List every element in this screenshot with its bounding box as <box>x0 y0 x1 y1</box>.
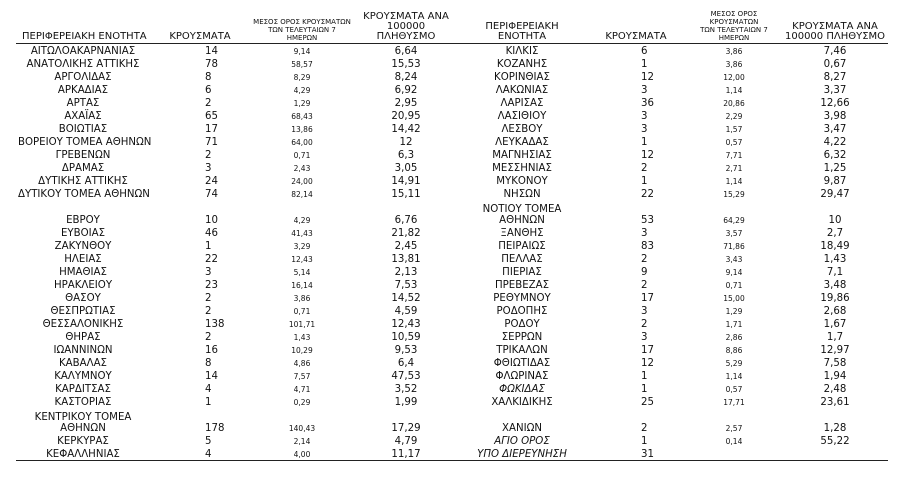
cases-cell: 3 <box>641 85 648 96</box>
region-name-cell: ΚΟΡΙΝΘΙΑΣ <box>494 72 550 83</box>
per100k-cell: 14,42 <box>391 124 421 135</box>
cases-cell: 17 <box>641 345 654 356</box>
header-region-2-line1: ΠΕΡΙΦΕΡΕΙΑΚΗ <box>485 21 559 32</box>
header-region: ΠΕΡΙΦΕΡΕΙΑΚΗ ΕΝΟΤΗΤΑ <box>16 10 150 44</box>
cases-cell: 71 <box>205 137 218 148</box>
avg7-cell: 2,14 <box>293 437 311 446</box>
region-name-cell: ΥΠΟ ΔΙΕΡΕΥΝΗΣΗ <box>477 449 567 460</box>
table-row <box>16 83 888 96</box>
region-name-cell: ΒΟΙΩΤΙΑΣ <box>58 124 108 135</box>
cases-cell: 138 <box>205 319 225 330</box>
cases-cell: 65 <box>205 111 218 122</box>
cases-cell: 74 <box>205 189 218 200</box>
avg7-cell: 10,29 <box>291 346 313 355</box>
cases-cell: 3 <box>641 228 648 239</box>
per100k-cell: 18,49 <box>820 241 850 252</box>
cases-cell: 3 <box>641 306 648 317</box>
table-row <box>16 369 888 382</box>
cases-cell: 4 <box>205 384 212 395</box>
avg7-cell: 101,71 <box>288 320 316 329</box>
avg7-cell <box>686 447 782 461</box>
table-row <box>16 395 888 408</box>
table-row <box>16 278 888 291</box>
avg7-cell: 4,71 <box>293 385 311 394</box>
cases-cell: 17 <box>641 293 654 304</box>
per100k-cell: 14,91 <box>391 176 421 187</box>
avg7-cell: 20,86 <box>723 99 745 108</box>
cases-cell: 3 <box>641 111 648 122</box>
avg7-cell: 2,71 <box>725 164 743 173</box>
per100k-cell: 15,11 <box>391 189 421 200</box>
avg7-cell: 4,29 <box>293 86 311 95</box>
region-name-cell: ΚΑΒΑΛΑΣ <box>59 358 107 369</box>
per100k-cell: 47,53 <box>391 371 421 382</box>
avg7-cell: 0,29 <box>293 398 311 407</box>
avg7-cell: 0,14 <box>725 437 743 446</box>
per100k-cell: 8,24 <box>394 72 418 83</box>
table-row <box>16 70 888 83</box>
per100k-cell: 7,46 <box>823 46 847 57</box>
per100k-cell: 1,94 <box>823 371 847 382</box>
region-name-cell: ΜΑΓΝΗΣΙΑΣ <box>492 150 552 161</box>
cases-cell: 2 <box>205 98 212 109</box>
cases-cell: 6 <box>641 46 648 57</box>
avg7-cell: 7,57 <box>293 372 311 381</box>
per100k-cell: 9,87 <box>823 176 847 187</box>
avg7-cell: 1,14 <box>725 372 743 381</box>
region-name-cell: ΡΟΔΟΥ <box>504 319 540 330</box>
avg7-cell: 2,86 <box>725 333 743 342</box>
per100k-cell: 17,29 <box>391 423 421 434</box>
region-name-cell <box>16 408 150 434</box>
cases-cell: 83 <box>641 241 654 252</box>
per100k-cell: 1,28 <box>823 423 847 434</box>
avg7-cell: 3,43 <box>725 255 743 264</box>
cases-cell: 12 <box>641 150 654 161</box>
cases-cell: 3 <box>641 332 648 343</box>
table-row <box>16 187 888 200</box>
avg7-cell: 82,14 <box>291 190 313 199</box>
region-name-cell: ΚΕΦΑΛΛΗΝΙΑΣ <box>46 449 120 460</box>
per100k-cell: 7,1 <box>826 267 844 278</box>
table-row <box>16 343 888 356</box>
per100k-cell: 1,43 <box>823 254 847 265</box>
per100k-cell: 2,68 <box>823 306 847 317</box>
table-row <box>16 291 888 304</box>
region-name-cell: ΛΕΥΚΑΔΑΣ <box>495 137 549 148</box>
avg7-cell: 140,43 <box>288 424 316 433</box>
region-name-cell: ΑΡΤΑΣ <box>66 98 100 109</box>
avg7-cell: 71,86 <box>723 242 745 251</box>
table-row <box>16 57 888 70</box>
header-per100k-2 <box>782 10 888 44</box>
per100k-cell: 3,05 <box>394 163 418 174</box>
avg7-cell: 2,29 <box>725 112 743 121</box>
region-name-cell: ΔΡΑΜΑΣ <box>61 163 105 174</box>
region-name-cell: ΑΝΑΤΟΛΙΚΗΣ ΑΤΤΙΚΗΣ <box>26 59 140 70</box>
table-row <box>16 356 888 369</box>
table-row <box>16 252 888 265</box>
per100k-cell: 3,47 <box>823 124 847 135</box>
region-name-cell: ΕΒΡΟΥ <box>66 215 100 226</box>
per100k-cell: 1,25 <box>823 163 847 174</box>
region-name-cell: ΞΑΝΘΗΣ <box>500 228 544 239</box>
avg7-cell: 15,00 <box>723 294 745 303</box>
per100k-cell: 3,37 <box>823 85 847 96</box>
per100k-cell: 0,67 <box>823 59 847 70</box>
avg7-cell: 4,29 <box>293 216 311 225</box>
avg7-cell: 13,86 <box>291 125 313 134</box>
per100k-cell: 11,17 <box>391 449 421 460</box>
header-per100k-2-line2: 100000 ΠΛΗΘΥΣΜΟ <box>784 31 886 42</box>
header-per100k <box>354 10 458 44</box>
avg7-cell: 0,71 <box>725 281 743 290</box>
per100k-cell: 23,61 <box>820 397 850 408</box>
region-name-cell: ΗΛΕΙΑΣ <box>64 254 102 265</box>
cases-cell: 2 <box>205 150 212 161</box>
per100k-cell: 21,82 <box>391 228 421 239</box>
region-name-cell: ΦΛΩΡΙΝΑΣ <box>495 371 549 382</box>
region-name-cell: ΠΡΕΒΕΖΑΣ <box>494 280 550 291</box>
per100k-cell: 6,76 <box>394 215 418 226</box>
per100k-cell: 3,48 <box>823 280 847 291</box>
cases-cell: 22 <box>205 254 218 265</box>
header-region-2 <box>458 10 586 44</box>
bottom-rule-cell <box>16 461 888 464</box>
avg7-cell: 7,71 <box>725 151 743 160</box>
region-name-cell: ΛΕΣΒΟΥ <box>501 124 543 135</box>
per100k-cell: 9,53 <box>394 345 418 356</box>
cases-cell: 1 <box>205 397 212 408</box>
per100k-cell: 12,66 <box>820 98 850 109</box>
avg7-cell: 1,14 <box>725 177 743 186</box>
region-name-cell: ΡΟΔΟΠΗΣ <box>496 306 548 317</box>
per100k-cell: 15,53 <box>391 59 421 70</box>
cases-cell: 1 <box>641 176 648 187</box>
region-name-cell: ΣΕΡΡΩΝ <box>501 332 543 343</box>
region-name-cell: ΙΩΑΝΝΙΝΩΝ <box>53 345 113 356</box>
per100k-cell <box>782 447 888 461</box>
region-name-cell: ΒΟΡΕΙΟΥ ΤΟΜΕΑ ΑΘΗΝΩΝ <box>18 137 152 148</box>
cases-cell: 3 <box>205 163 212 174</box>
cases-cell: 8 <box>205 72 212 83</box>
cases-cell: 2 <box>641 319 648 330</box>
avg7-cell: 68,43 <box>291 112 313 121</box>
cases-cell: 8 <box>205 358 212 369</box>
table-row <box>16 226 888 239</box>
region-name-cell: ΤΡΙΚΑΛΩΝ <box>496 345 548 356</box>
avg7-cell: 9,14 <box>293 47 311 56</box>
per100k-cell: 3,98 <box>823 111 847 122</box>
region-name-cell: ΑΡΓΟΛΙΔΑΣ <box>54 72 112 83</box>
cases-cell: 46 <box>205 228 218 239</box>
region-name-cell: ΚΟΖΑΝΗΣ <box>496 59 548 70</box>
avg7-cell: 41,43 <box>291 229 313 238</box>
region-name-cell: ΛΑΣΙΘΙΟΥ <box>497 111 547 122</box>
avg7-cell: 2,43 <box>293 164 311 173</box>
region-name-cell: ΑΧΑΪΑΣ <box>64 111 102 122</box>
per100k-cell: 1,7 <box>826 332 844 343</box>
avg7-cell: 64,29 <box>723 216 745 225</box>
avg7-cell: 0,57 <box>725 138 743 147</box>
avg7-cell: 3,86 <box>725 47 743 56</box>
region-name-line1: ΚΕΝΤΡΙΚΟΥ ΤΟΜΕΑ <box>34 412 132 423</box>
per100k-cell: 12,97 <box>820 345 850 356</box>
header-avg7-2-line2: ΤΩΝ ΤΕΛΕΥΤΑΙΩΝ 7 ΗΜΕΡΩΝ <box>700 26 768 42</box>
region-name-cell: ΑΙΤΩΛΟΑΚΑΡΝΑΝΙΑΣ <box>30 46 136 57</box>
avg7-cell: 58,57 <box>291 60 313 69</box>
cases-cell: 1 <box>641 436 648 447</box>
table-row <box>16 96 888 109</box>
avg7-cell: 0,71 <box>293 307 311 316</box>
avg7-cell: 1,29 <box>293 99 311 108</box>
region-name-cell: ΗΡΑΚΛΕΙΟΥ <box>53 280 113 291</box>
per100k-cell: 4,79 <box>394 436 418 447</box>
cases-cell: 14 <box>205 46 218 57</box>
cases-cell: 6 <box>205 85 212 96</box>
avg7-cell: 0,57 <box>725 385 743 394</box>
region-name-line2: ΑΘΗΝΩΝ <box>60 423 106 434</box>
region-name-cell: ΚΕΡΚΥΡΑΣ <box>57 436 109 447</box>
cases-cell: 2 <box>205 332 212 343</box>
covid-cases-table <box>16 10 888 463</box>
header-avg7 <box>250 10 354 44</box>
per100k-cell: 2,95 <box>394 98 418 109</box>
region-name-line1: ΝΟΤΙΟΥ ΤΟΜΕΑ <box>482 204 562 215</box>
cases-cell: 2 <box>641 423 648 434</box>
header-region-2-line2: ΕΝΟΤΗΤΑ <box>497 31 547 42</box>
per100k-cell: 29,47 <box>820 189 850 200</box>
avg7-cell: 1,71 <box>725 320 743 329</box>
cases-cell: 16 <box>205 345 218 356</box>
region-name-cell: ΘΕΣΠΡΩΤΙΑΣ <box>50 306 116 317</box>
table-row <box>16 304 888 317</box>
avg7-cell: 4,86 <box>293 359 311 368</box>
region-name-cell: ΘΗΡΑΣ <box>65 332 101 343</box>
region-name-line2: ΑΘΗΝΩΝ <box>499 215 545 226</box>
region-name-cell: ΚΙΛΚΙΣ <box>505 46 539 57</box>
region-name-cell: ΡΕΘΥΜΝΟΥ <box>493 293 551 304</box>
cases-cell: 2 <box>641 254 648 265</box>
region-name-cell: ΚΑΣΤΟΡΙΑΣ <box>54 397 112 408</box>
table-body <box>16 44 888 461</box>
header-cases: ΚΡΟΥΣΜΑΤΑ <box>150 10 250 44</box>
cases-cell: 12 <box>641 72 654 83</box>
header-per100k-line2: 100000 ΠΛΗΘΥΣΜΟ <box>376 21 436 42</box>
avg7-cell: 1,14 <box>725 86 743 95</box>
cases-cell: 23 <box>205 280 218 291</box>
cases-cell: 10 <box>205 215 218 226</box>
avg7-cell: 12,00 <box>723 73 745 82</box>
per100k-cell: 14,52 <box>391 293 421 304</box>
table-row <box>16 161 888 174</box>
region-name-cell: ΝΗΣΩΝ <box>503 189 541 200</box>
table-row <box>16 434 888 447</box>
table-row <box>16 408 888 434</box>
per100k-cell: 1,67 <box>823 319 847 330</box>
cases-cell: 25 <box>641 397 654 408</box>
cases-cell: 2 <box>205 306 212 317</box>
avg7-cell: 64,00 <box>291 138 313 147</box>
avg7-cell: 9,14 <box>725 268 743 277</box>
avg7-cell: 1,57 <box>725 125 743 134</box>
table-row <box>16 330 888 343</box>
cases-cell: 24 <box>205 176 218 187</box>
region-name-cell: ΓΡΕΒΕΝΩΝ <box>55 150 111 161</box>
avg7-cell: 0,71 <box>293 151 311 160</box>
per100k-cell: 1,99 <box>394 397 418 408</box>
cases-cell: 1 <box>641 384 648 395</box>
per100k-cell: 4,59 <box>394 306 418 317</box>
region-name-cell: ΕΥΒΟΙΑΣ <box>60 228 106 239</box>
cases-cell: 22 <box>641 189 654 200</box>
header-avg7-line1: ΜΕΣΟΣ ΟΡΟΣ ΚΡΟΥΣΜΑΤΩΝ <box>253 18 351 26</box>
avg7-cell: 1,29 <box>725 307 743 316</box>
avg7-cell: 8,29 <box>293 73 311 82</box>
avg7-cell: 12,43 <box>291 255 313 264</box>
region-name-cell <box>458 200 586 226</box>
avg7-cell: 4,00 <box>293 450 311 459</box>
header-per100k-2-line1: ΚΡΟΥΣΜΑΤΑ ΑΝΑ <box>792 21 878 32</box>
region-name-cell: ΠΕΙΡΑΙΩΣ <box>498 241 546 252</box>
per100k-cell: 13,81 <box>391 254 421 265</box>
region-name-cell: ΗΜΑΘΙΑΣ <box>59 267 107 278</box>
per100k-cell: 2,13 <box>394 267 418 278</box>
table-row <box>16 44 888 58</box>
region-name-cell: ΛΑΡΙΣΑΣ <box>500 98 544 109</box>
cases-cell: 3 <box>641 124 648 135</box>
per100k-cell: 3,52 <box>394 384 418 395</box>
table-row <box>16 200 888 226</box>
per100k-cell: 10 <box>828 215 842 226</box>
cases-cell: 31 <box>641 449 654 460</box>
region-name-cell: ΧΑΝΙΩΝ <box>502 423 542 434</box>
table-row <box>16 148 888 161</box>
avg7-cell: 3,86 <box>725 60 743 69</box>
region-name-cell: ΦΩΚΙΔΑΣ <box>499 384 545 395</box>
per100k-cell: 6,32 <box>823 150 847 161</box>
region-name-cell: ΖΑΚΥΝΘΟΥ <box>54 241 112 252</box>
per100k-cell: 4,22 <box>823 137 847 148</box>
cases-cell: 1 <box>205 241 212 252</box>
header-cases-2: ΚΡΟΥΣΜΑΤΑ <box>586 10 686 44</box>
table-row <box>16 239 888 252</box>
per100k-cell: 12 <box>399 137 413 148</box>
avg7-cell: 2,57 <box>725 424 743 433</box>
table-header-row <box>16 10 888 44</box>
avg7-cell: 1,43 <box>293 333 311 342</box>
per100k-cell: 7,53 <box>394 280 418 291</box>
cases-cell: 12 <box>641 358 654 369</box>
header-per100k-line1: ΚΡΟΥΣΜΑΤΑ ΑΝΑ <box>363 11 449 22</box>
table-bottom-rule <box>16 461 888 464</box>
region-name-cell: ΑΡΚΑΔΙΑΣ <box>57 85 109 96</box>
per100k-cell: 6,64 <box>394 46 418 57</box>
table-row <box>16 135 888 148</box>
cases-cell: 4 <box>205 449 212 460</box>
header-avg7-line2: ΤΩΝ ΤΕΛΕΥΤΑΙΩΝ 7 ΗΜΕΡΩΝ <box>268 26 336 42</box>
table-row <box>16 109 888 122</box>
region-name-cell: ΚΑΡΔΙΤΣΑΣ <box>55 384 111 395</box>
table-row <box>16 265 888 278</box>
region-name-cell: ΧΑΛΚΙΔΙΚΗΣ <box>491 397 553 408</box>
avg7-cell: 3,57 <box>725 229 743 238</box>
avg7-cell: 5,14 <box>293 268 311 277</box>
cases-cell: 2 <box>641 280 648 291</box>
per100k-cell: 2,7 <box>826 228 844 239</box>
table-row <box>16 122 888 135</box>
avg7-cell: 5,29 <box>725 359 743 368</box>
region-name-cell: ΠΙΕΡΙΑΣ <box>502 267 542 278</box>
table-row <box>16 174 888 187</box>
table-row <box>16 382 888 395</box>
cases-cell: 178 <box>205 423 225 434</box>
avg7-cell: 24,00 <box>291 177 313 186</box>
cases-cell: 2 <box>205 293 212 304</box>
per100k-cell: 12,43 <box>391 319 421 330</box>
avg7-cell: 3,86 <box>293 294 311 303</box>
per100k-cell: 7,58 <box>823 358 847 369</box>
cases-cell: 2 <box>641 163 648 174</box>
region-name-cell: ΜΥΚΟΝΟΥ <box>496 176 548 187</box>
per100k-cell: 19,86 <box>820 293 850 304</box>
region-name-cell: ΜΕΣΣΗΝΙΑΣ <box>492 163 552 174</box>
cases-cell: 36 <box>641 98 654 109</box>
region-name-cell: ΠΕΛΛΑΣ <box>501 254 543 265</box>
region-name-cell: ΔΥΤΙΚΟΥ ΤΟΜΕΑ ΑΘΗΝΩΝ <box>18 189 150 200</box>
cases-cell: 1 <box>641 371 648 382</box>
cases-cell: 1 <box>641 137 648 148</box>
avg7-cell: 17,71 <box>723 398 745 407</box>
region-name-cell: ΛΑΚΩΝΙΑΣ <box>495 85 549 96</box>
per100k-cell: 6,92 <box>394 85 418 96</box>
cases-cell: 17 <box>205 124 218 135</box>
per100k-cell: 8,27 <box>823 72 847 83</box>
avg7-cell: 3,29 <box>293 242 311 251</box>
per100k-cell: 2,48 <box>823 384 847 395</box>
avg7-cell: 8,86 <box>725 346 743 355</box>
cases-cell: 3 <box>205 267 212 278</box>
region-name-cell: ΦΘΙΩΤΙΔΑΣ <box>493 358 551 369</box>
cases-cell: 9 <box>641 267 648 278</box>
cases-cell: 53 <box>641 215 654 226</box>
table-row <box>16 317 888 330</box>
per100k-cell: 55,22 <box>820 436 850 447</box>
per100k-cell: 20,95 <box>391 111 421 122</box>
per100k-cell: 6,3 <box>397 150 415 161</box>
cases-cell: 78 <box>205 59 218 70</box>
cases-cell: 14 <box>205 371 218 382</box>
table-row <box>16 447 888 461</box>
per100k-cell: 2,45 <box>394 241 418 252</box>
region-name-cell: ΑΓΙΟ ΟΡΟΣ <box>494 436 550 447</box>
region-name-cell: ΘΑΣΟΥ <box>65 293 101 304</box>
per100k-cell: 6,4 <box>397 358 415 369</box>
per100k-cell: 10,59 <box>391 332 421 343</box>
region-name-cell: ΚΑΛΥΜΝΟΥ <box>54 371 112 382</box>
cases-cell: 5 <box>205 436 212 447</box>
header-avg7-2-line1: ΜΕΣΟΣ ΟΡΟΣ ΚΡΟΥΣΜΑΤΩΝ <box>709 10 759 26</box>
region-name-cell: ΘΕΣΣΑΛΟΝΙΚΗΣ <box>42 319 124 330</box>
avg7-cell: 16,14 <box>291 281 313 290</box>
avg7-cell: 15,29 <box>723 190 745 199</box>
region-name-cell: ΔΥΤΙΚΗΣ ΑΤΤΙΚΗΣ <box>38 176 128 187</box>
header-avg7-2 <box>686 10 782 44</box>
cases-cell: 1 <box>641 59 648 70</box>
